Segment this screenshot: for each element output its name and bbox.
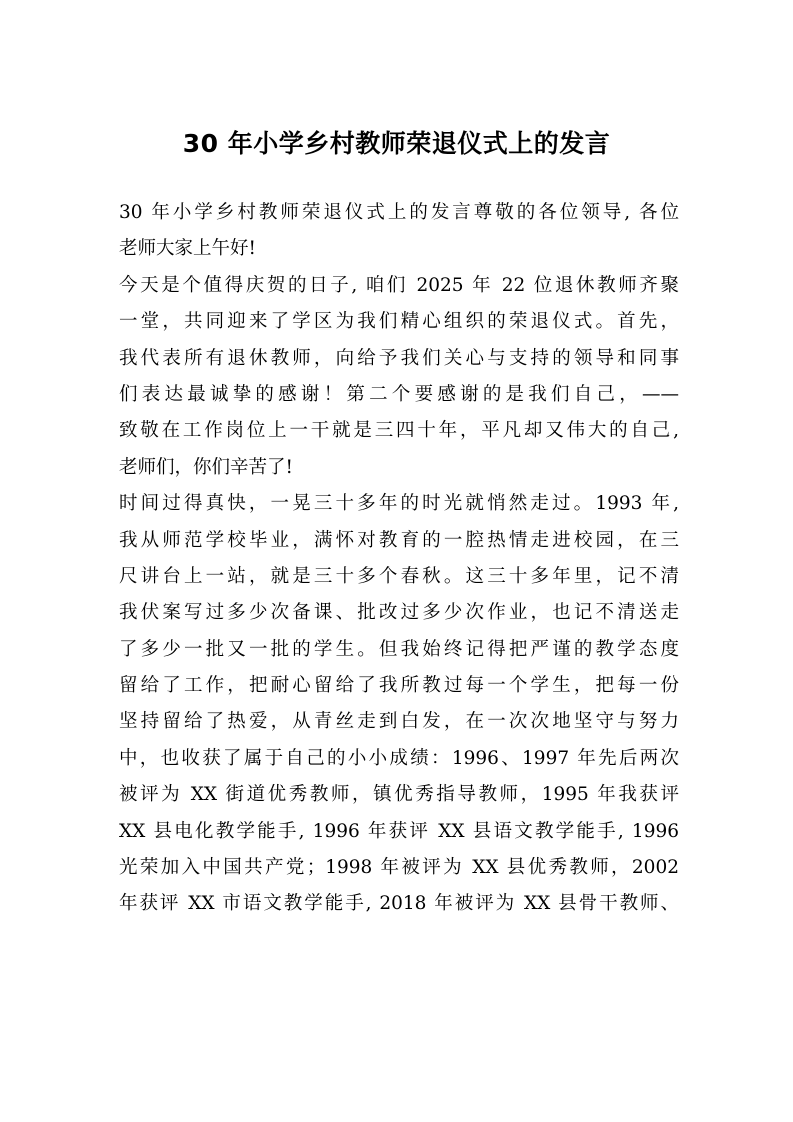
body-line: 坚持留给了热爱，从青丝走到白发，在一次次地坚守与努力 — [119, 711, 679, 733]
body-line: 我从师范学校毕业，满怀对教育的一腔热情走进校园，在三 — [119, 529, 679, 551]
document-title: 30 年小学乡村教师荣退仪式上的发言 — [182, 129, 611, 158]
body-line: 30 年小学乡村教师荣退仪式上的发言尊敬的各位领导, 各位 — [119, 202, 679, 223]
body-line: 老师大家上午好! — [119, 238, 256, 260]
body-line: XX 县电化教学能手, 1996 年获评 XX 县语文教学能手, 1996 — [119, 820, 679, 842]
document-body — [119, 195, 679, 923]
body-line: 我伏案写过多少次备课、批改过多少次作业，也记不清送走 — [119, 602, 679, 624]
body-line: 了多少一批又一批的学生。但我始终记得把严谨的教学态度 — [119, 638, 679, 660]
body-line: 时间过得真快，一晃三十多年的时光就悄然走过。1993 年, — [119, 493, 679, 515]
body-line: 留给了工作，把耐心留给了我所教过每一个学生，把每一份 — [119, 675, 679, 697]
body-line: 被评为 XX 街道优秀教师，镇优秀指导教师，1995 年我获评 — [119, 784, 679, 806]
body-line: 今天是个值得庆贺的日子, 咱们 2025 年 22 位退休教师齐聚 — [119, 274, 679, 296]
body-line: 中，也收获了属于自己的小小成绩：1996、1997 年先后两次 — [119, 747, 679, 769]
body-line: 我代表所有退休教师，向给予我们关心与支持的领导和同事 — [119, 347, 679, 369]
body-line: 一堂，共同迎来了学区为我们精心组织的荣退仪式。首先， — [119, 311, 679, 333]
body-line: 们表达最诚挚的感谢！第二个要感谢的是我们自己，—— — [119, 383, 679, 405]
body-line: 光荣加入中国共产党；1998 年被评为 XX 县优秀教师，2002 — [119, 857, 679, 879]
body-line: 老师们，你们辛苦了! — [119, 456, 293, 478]
body-line: 年获评 XX 市语文教学能手, 2018 年被评为 XX 县骨干教师、 — [119, 893, 679, 915]
body-line: 尺讲台上一站，就是三十多个春秋。这三十多年里，记不清 — [119, 565, 679, 587]
body-line: 致敬在工作岗位上一干就是三四十年，平凡却又伟大的自己, — [119, 420, 679, 442]
